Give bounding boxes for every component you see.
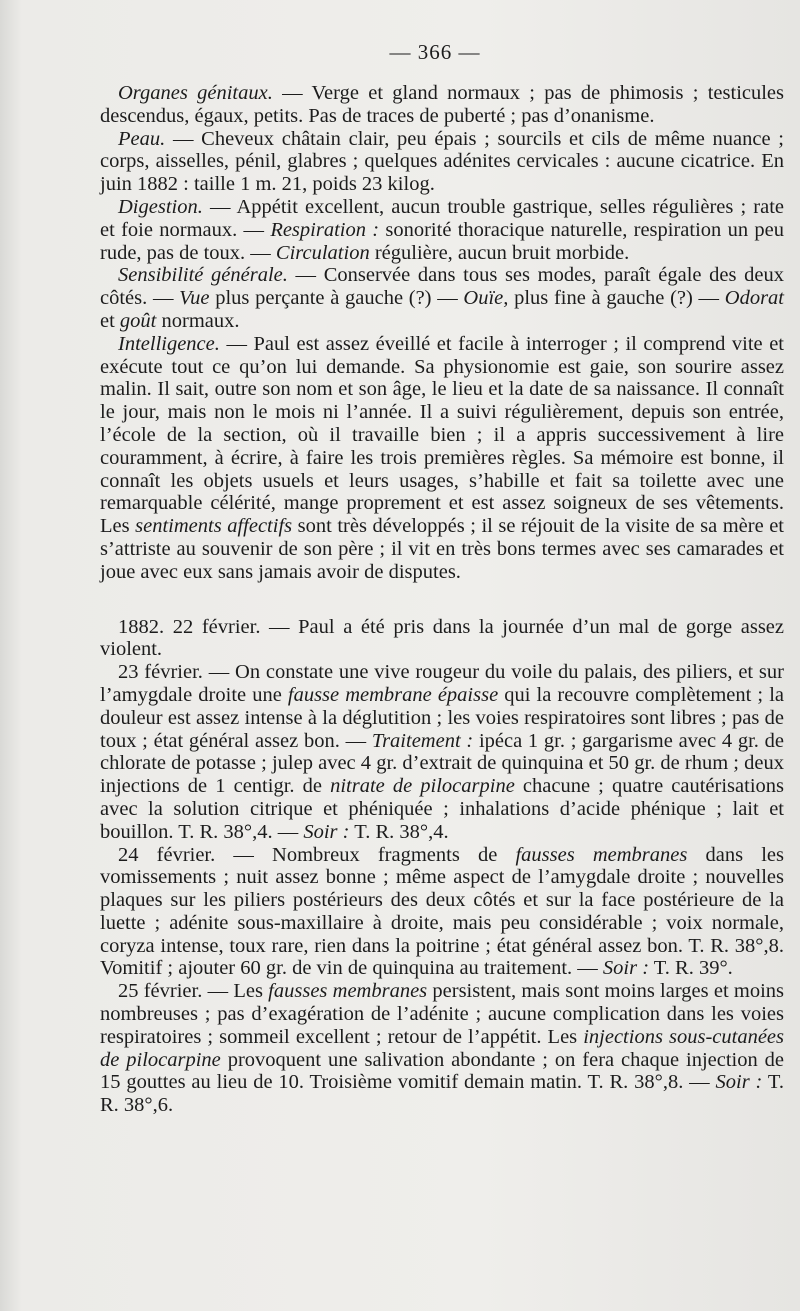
italic-text: Sensibilité générale. (118, 264, 288, 287)
section-gap (100, 584, 784, 616)
italic-text: Soir : (303, 820, 350, 843)
paragraph (100, 196, 784, 264)
italic-text: Traitement : (371, 729, 474, 752)
italic-text: injections sous-cutanées de pilocarpine (100, 1025, 784, 1071)
text-segment: sonorité thoracique naturelle, respiration un peu rude, pas de toux. — (100, 218, 784, 264)
paragraph (100, 264, 784, 332)
paragraph (100, 82, 784, 128)
text-segment: normaux. (156, 309, 240, 332)
text-segment: provoquent une salivation abondante ; on fera chaque injection de 15 gouttes au lieu de 10. Troisième vomitif demain matin. T. R. 38°,8. — (100, 1048, 784, 1094)
italic-text: Intelligence. (118, 332, 220, 355)
text-segment: — Paul est assez éveillé et facile à interroger ; il comprend vite et exécute tout ce qu’on lui demande. Sa physionomie est gaie, son sourire assez malin. Il sait, outre son nom et son âge, le lieu et la date de sa naissance. Il connaît le jour, mais non le mois ni l’année. Il a suivi régulièrement, depuis son entrée, l’école de la section, où il travaille bien ; il a appris successivement à lire couramment, à écrire, à faire les trois premières règles. Sa mémoire est bonne, il connaît les objets usuels et leurs usages, s’habille et fait sa toilette avec une remarquable célérité, mange proprement et est assez soigneux de ses vêtements. Les (100, 332, 784, 538)
paragraph (100, 333, 784, 584)
italic-text: Soir : (602, 957, 650, 980)
text-segment: qui la recouvre complètement ; la douleur est assez intense à la déglutition ; les voies respiratoires sont libres ; pas de toux ; état général assez bon. — (100, 683, 784, 752)
text-segment: plus fine à gauche (?) — (508, 287, 725, 310)
paragraph (100, 661, 784, 843)
body-text (100, 82, 784, 1117)
text-segment: chacune ; quatre cautérisations avec la solution citrique et phéniquée ; inhalations d’acide phénique ; lait et bouillon. T. R. 38°,4. — (100, 775, 784, 843)
paragraph (100, 980, 784, 1117)
italic-text: Odorat (724, 287, 784, 310)
italic-text: fausses membranes (515, 843, 688, 866)
paragraph (100, 844, 784, 981)
italic-text: Circulation (275, 241, 370, 264)
italic-text: Soir : (715, 1071, 763, 1094)
text-segment: — Appétit excellent, aucun trouble gastrique, selles régulières ; rate et foie normaux. — (100, 195, 784, 241)
italic-text: nitrate de pilocarpine (330, 775, 515, 798)
text-segment: — Cheveux châtain clair, peu épais ; sourcils et cils de même nuance ; corps, aisselles, pénil, glabres ; quelques adénites cervicales : aucune cicatrice. En juin 1882 : taille 1 m. 21, poids 23 kilog. (100, 127, 784, 196)
text-segment: T. R. 39°. (649, 957, 733, 980)
italic-text: fausses membranes (268, 980, 428, 1003)
text-segment: T. R. 38°,6. (100, 1071, 785, 1117)
text-segment: dans les vomissements ; nuit assez bonne ; même aspect de l’amygdale droite ; nouvelles plaques sur les piliers postérieurs des deux côtés et sur la face postérieure de la luette ; adénite sous-maxillaire à droite, mais peu considérable ; voix normale, coryza intense, toux rare, rien dans la poitrine ; état général assez bon. T. R. 38°,8. Vomitif ; ajouter 60 gr. de vin de quinquina au traitement. — (100, 843, 784, 980)
italic-text: Organes génitaux. (118, 82, 273, 104)
italic-text: Vue (179, 287, 210, 310)
italic-text: Respiration : (270, 218, 380, 241)
text-segment: régulière, aucun bruit morbide. (369, 241, 630, 264)
paragraph (100, 616, 784, 662)
text-segment: T. R. 38°,4. (349, 820, 449, 843)
text-segment: plus perçante à gauche (?) — (209, 287, 464, 310)
text-segment: persistent, mais sont moins larges et moins nombreuses ; pas d’exagération de l’adénite ; aucune complication dans les voies respiratoires ; sommeil excellent ; retour de l’appétit. Les (100, 980, 784, 1048)
page-number: — 366 — (389, 40, 481, 64)
text-segment: — Verge et gland normaux ; pas de phimosis ; testicules descendus, égaux, petits. Pas de traces de puberté ; pas d’onanisme. (100, 82, 785, 127)
text-segment: 25 février. — Les (118, 980, 269, 1003)
text-segment: ipéca 1 gr. ; gargarisme avec 4 gr. de chlorate de potasse ; julep avec 4 gr. d’extrait de quinquina et 50 gr. de rhum ; deux injections de 1 centigr. de (100, 729, 784, 798)
text-segment: 24 février. — Nombreux fragments de (118, 843, 516, 866)
italic-text: Peau. (118, 127, 166, 150)
italic-text: fausse membrane épaisse (287, 683, 499, 706)
italic-text: Digestion. (118, 195, 203, 218)
italic-text: sentiments affectifs (135, 515, 293, 538)
text-segment: — Conservée dans tous ses modes, paraît égale des deux côtés. — (100, 264, 784, 310)
paragraph (100, 128, 784, 196)
text-segment: 23 février. — On constate une vive rougeur du voile du palais, des piliers, et sur l’amygdale droite une (100, 661, 784, 706)
italic-text: Ouïe, (463, 287, 509, 310)
italic-text: goût (119, 309, 157, 332)
text-segment: et (100, 309, 120, 332)
text-segment: 1882. 22 février. — Paul a été pris dans la journée d’un mal de gorge assez violent. (100, 615, 784, 661)
text-segment: sont très développés ; il se réjouit de la visite de sa mère et s’attriste au souvenir de son père ; il vit en très bons termes avec ses camarades et joue avec eux sans jamais avoir de disputes. (100, 515, 784, 583)
